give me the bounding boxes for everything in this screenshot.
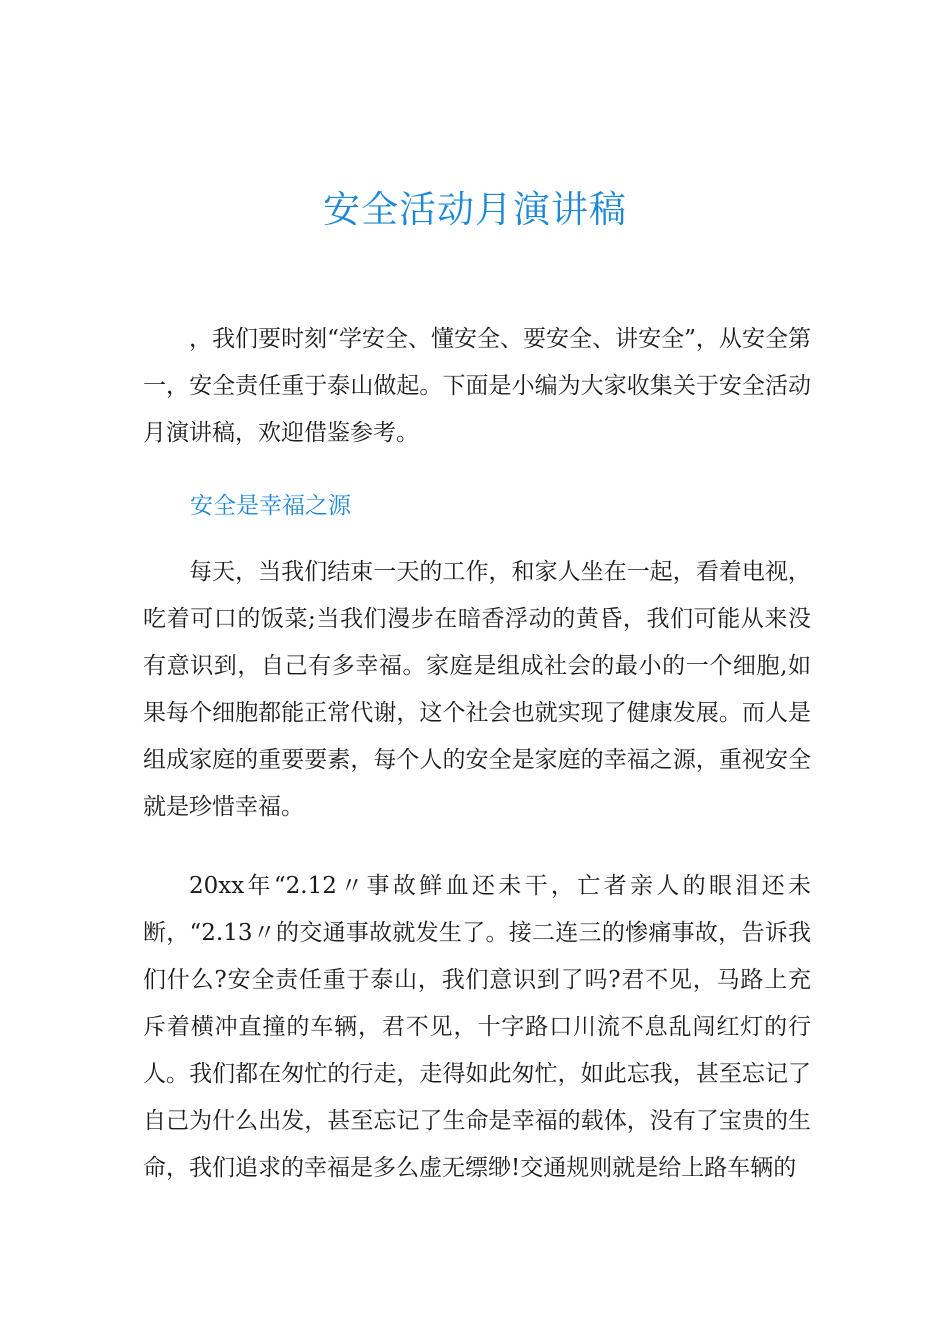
section-heading: 安全是幸福之源 [190, 493, 351, 519]
body-paragraph: 每天，当我们结束一天的工作，和家人坐在一起，看着电视，吃着可口的饭菜;当我们漫步在暗香浮动的黄昏，我们可能从来没有意识到，自己有多幸福。家庭是组成社会的最小的一个细胞,如果每个细胞都能正常代谢，这个社会也就实现了健康发展。而人是组成家庭的重要要素，每个人的安全是家庭的幸福之源，重视安全就是珍惜幸福。 [143, 559, 811, 820]
intro-paragraph: ，我们要时刻“学安全、懂安全、要安全、讲安全”，从安全第一，安全责任重于泰山做起。下面是小编为大家收集关于安全活动月演讲稿，欢迎借鉴参考。 [143, 326, 811, 446]
body-paragraph: 20xx年“2.12〃事故鲜血还未干，亡者亲人的眼泪还未断，“2.13〃的交通事故就发生了。接二连三的惨痛事故，告诉我们什么?安全责任重于泰山，我们意识到了吗?君不见，马路上充斥着横冲直撞的车辆，君不见，十字路口川流不息乱闯红灯的行人。我们都在匆忙的行走，走得如此匆忙，如此忘我，甚至忘记了自己为什么出发，甚至忘记了生命是幸福的载体，没有了宝贵的生命，我们追求的幸福是多么虚无缥缈!交通规则就是给上路车辆的 [143, 873, 811, 1181]
document-title: 安全活动月演讲稿 [323, 188, 627, 231]
